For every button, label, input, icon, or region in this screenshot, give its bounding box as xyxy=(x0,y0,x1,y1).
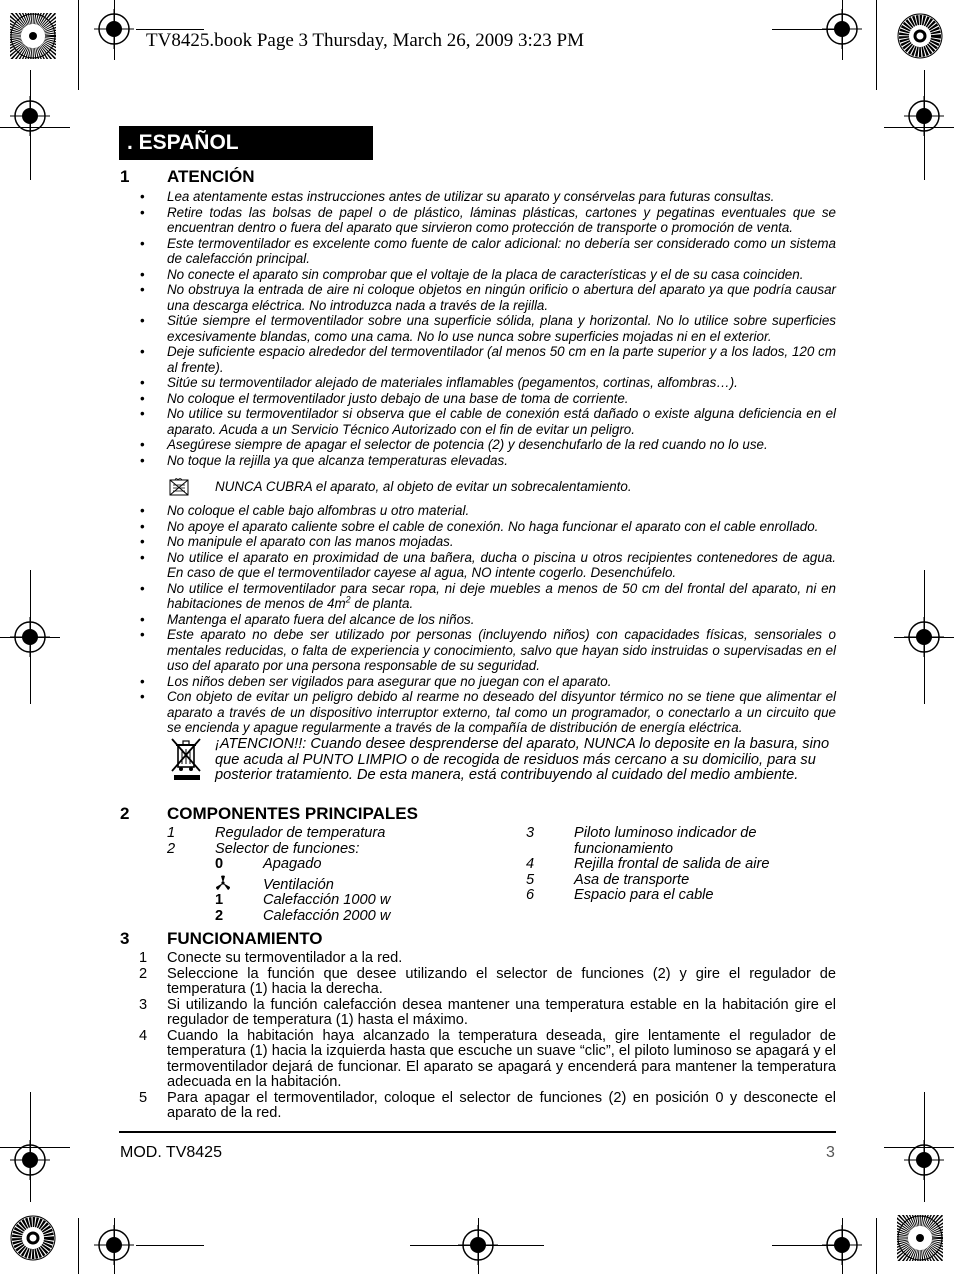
registration-mark-icon xyxy=(822,1225,862,1265)
option-label: Calefacción 2000 w xyxy=(263,907,391,924)
list-item: • Asegúrese siempre de apagar el selector de potencia (2) y desenchufarlo de la red cuando no lo use. xyxy=(140,437,836,453)
list-item-text: de planta. xyxy=(350,596,414,611)
step-item xyxy=(120,1091,836,1122)
list-item: • Mantenga el aparato fuera del alcance de los niños. xyxy=(140,612,836,628)
step-item xyxy=(120,998,836,1029)
cover-warning-note: NUNCA CUBRA el aparato, al objeto de evitar un sobrecalentamiento. xyxy=(215,479,632,494)
step-text: Si utilizando la función calefacción desea mantener una temperatura estable en la habitación gire el regulador de temperatura (1) hasta el máximo. xyxy=(167,996,836,1028)
section-number: 3 xyxy=(120,929,130,948)
step-number: 4 xyxy=(139,1027,148,1044)
component-number: 3 xyxy=(526,825,535,841)
list-item: • Lea atentamente estas instrucciones antes de utilizar su aparato y consérvelas para futuras consultas. xyxy=(140,189,836,205)
step-text: Cuando la habitación haya alcanzado la temperatura deseada, gire lentamente el regulador de temperatura (1) hacia la izquierda hasta que escuche un suave “clic”, el piloto luminoso se apagará y el termoventilador dejará de funcionar. El aparato se apagará y encenderá para mantener la temperatura adecuada en la habitación. xyxy=(167,1027,836,1090)
list-item: • No conecte el aparato sin comprobar que el voltaje de la placa de características y el de su casa coinciden. xyxy=(140,267,836,283)
page-number: 3 xyxy=(826,1144,835,1161)
option-key: 0 xyxy=(215,856,224,872)
list-item: • No obstruya la entrada de aire ni coloque objetos en ningún orificio o abertura del aparato ya que podría causar una descarga eléctrica. No introduzca nada a través de la rejilla. xyxy=(140,282,836,313)
registration-mark-icon xyxy=(458,1225,498,1265)
list-item: • Este termoventilador es excelente como fuente de calor adicional: no debería ser considerado como un sistema de calefacción principal. xyxy=(140,236,836,267)
color-wheel-icon xyxy=(897,13,943,59)
component-item xyxy=(526,888,826,904)
component-number: 6 xyxy=(526,887,535,903)
list-item: • No toque la rejilla ya que alcanza temperaturas elevadas. xyxy=(140,453,836,469)
component-item xyxy=(526,873,826,889)
registration-mark-icon xyxy=(904,96,944,136)
crossed-bin-icon xyxy=(169,737,203,781)
fan-icon xyxy=(215,875,231,891)
option-key: 2 xyxy=(215,907,224,924)
list-item: • No manipule el aparato con las manos mojadas. xyxy=(140,534,836,550)
section-title: COMPONENTES PRINCIPALES xyxy=(167,804,418,823)
step-item xyxy=(120,1029,836,1091)
component-number: 5 xyxy=(526,871,535,888)
section-heading-attention xyxy=(120,167,255,187)
color-wheel-icon xyxy=(10,13,56,59)
component-label: Piloto luminoso indicador de funcionamiento xyxy=(574,825,757,857)
language-banner: . ESPAÑOL xyxy=(119,126,373,160)
option-label: Ventilación xyxy=(263,876,334,893)
section-number: 1 xyxy=(120,167,130,186)
step-text: Seleccione la función que desee utilizando el selector de funciones (2) y gire el regulador de temperatura (1) hacia la derecha. xyxy=(167,965,836,997)
registration-mark-icon xyxy=(10,96,50,136)
list-item xyxy=(140,581,836,612)
function-selector-options xyxy=(215,857,515,924)
option-label: Apagado xyxy=(263,856,322,872)
list-item: • No utilice el aparato en proximidad de una bañera, ducha o piscina u otros recipientes contenedores de agua. En caso de que el termoventilador cayese al agua, NO intente cogerlo. Desenchúfelo. xyxy=(140,550,836,581)
list-item: • Sitúe su termoventilador alejado de materiales inflamables (pegamentos, cortinas, alfombras…). xyxy=(140,375,836,391)
do-not-cover-icon xyxy=(169,477,189,497)
step-item xyxy=(120,967,836,998)
footer-rule xyxy=(119,1131,836,1133)
section-title: ATENCIÓN xyxy=(167,167,255,186)
component-number: 1 xyxy=(167,825,176,841)
function-option xyxy=(215,857,515,873)
color-wheel-icon xyxy=(10,1215,56,1261)
option-key: 1 xyxy=(215,892,224,908)
operation-steps xyxy=(120,951,836,1122)
warnings-list-a xyxy=(140,189,836,468)
weee-note-text: ¡ATENCION!!: Cuando desee desprenderse del aparato, NUNCA lo deposite en la basura, sino que acuda al PUNTO LIMPIO o de recogida de residuos más cercano a su domicilio, para su posterior tratamiento. De esta manera, está contribuyendo al cuidado del medio ambiente. xyxy=(215,736,830,783)
component-item xyxy=(526,826,826,857)
component-label: Rejilla frontal de salida de aire xyxy=(574,856,770,872)
component-label: Espacio para el cable xyxy=(574,887,714,903)
weee-disposal-note xyxy=(166,737,836,799)
list-item: • No coloque el cable bajo alfombras u otro material. xyxy=(140,503,836,519)
section-number: 2 xyxy=(120,804,130,823)
component-item xyxy=(167,826,497,842)
component-item xyxy=(526,857,826,873)
registration-mark-icon xyxy=(94,1225,134,1265)
function-option xyxy=(215,893,515,909)
step-text: Conecte su termoventilador a la red. xyxy=(167,950,403,966)
step-number: 5 xyxy=(139,1089,148,1106)
component-label: Regulador de temperatura xyxy=(215,825,386,841)
list-item: • No apoye el aparato caliente sobre el cable de conexión. No haga funcionar el aparato con el cable enrollado. xyxy=(140,519,836,535)
component-number: 2 xyxy=(167,840,176,857)
list-item: • No coloque el termoventilador justo debajo de una base de toma de corriente. xyxy=(140,391,836,407)
registration-mark-icon xyxy=(10,1140,50,1180)
component-label: Asa de transporte xyxy=(574,871,690,888)
section-heading-components xyxy=(120,804,418,824)
list-item: • Los niños deben ser vigilados para asegurar que no juegan con el aparato. xyxy=(140,674,836,690)
color-wheel-icon xyxy=(897,1215,943,1261)
list-item: • No utilice su termoventilador si observa que el cable de conexión está dañado o existe alguna deficiencia en el aparato. Acuda a un Servicio Técnico Autorizado con el fin de evitar un peligro. xyxy=(140,406,836,437)
step-item xyxy=(120,951,836,967)
components-left-column xyxy=(167,826,497,857)
step-number: 2 xyxy=(139,965,148,982)
section-heading-operation xyxy=(120,929,323,949)
list-item: • Sitúe siempre el termoventilador sobre una superficie sólida, plana y horizontal. No lo utilice sobre superficies excesivamente blandas, como una cama. No lo use nunca sobre superficies mojadas ni en el exterior. xyxy=(140,313,836,344)
list-item: • Con objeto de evitar un peligro debido al rearme no deseado del disyuntor térmico no se tiene que alimentar el aparato a través de un dispositivo interruptor externo, tal como un programador, o conectarlo a un circuito que se encienda y apague regularmente a través de la compañía de distribución de energía eléctrica. xyxy=(140,689,836,736)
registration-mark-icon xyxy=(822,9,862,49)
book-header-line: TV8425.book Page 3 Thursday, March 26, 2009 3:23 PM xyxy=(146,30,585,51)
list-item: • Retire todas las bolsas de papel o de plástico, láminas plásticas, cartones y pegatinas eventuales que se encuentran dentro o fuera del aparato que sirvieron como protección de transporte o promoción de venta. xyxy=(140,205,836,236)
registration-mark-icon xyxy=(904,617,944,657)
registration-mark-icon xyxy=(904,1140,944,1180)
component-item xyxy=(167,842,497,858)
step-number: 1 xyxy=(139,950,148,966)
section-title: FUNCIONAMIENTO xyxy=(167,929,323,948)
superscript: 2 xyxy=(345,594,351,605)
registration-mark-icon xyxy=(10,617,50,657)
components-right-column xyxy=(526,826,826,904)
component-label: Selector de funciones: xyxy=(215,840,360,857)
function-option xyxy=(215,909,515,925)
footer-model: MOD. TV8425 xyxy=(120,1144,222,1161)
list-item-text: No utilice el termoventilador para secar ropa, ni deje muebles a menos de 50 cm del frontal del aparato, ni en habitaciones de menos de 4m xyxy=(167,580,836,611)
step-text: Para apagar el termoventilador, coloque el selector de funciones (2) en posición 0 y desconecte el aparato de la red. xyxy=(167,1089,836,1121)
option-label: Calefacción 1000 w xyxy=(263,892,391,908)
step-number: 3 xyxy=(139,996,148,1013)
warnings-list-b xyxy=(140,503,836,736)
component-number: 4 xyxy=(526,856,535,872)
registration-mark-icon xyxy=(94,9,134,49)
function-option xyxy=(215,878,515,894)
list-item: • Deje suficiente espacio alrededor del termoventilador (al menos 50 cm en la parte superior y a los lados, 120 cm al frente). xyxy=(140,344,836,375)
list-item: • Este aparato no debe ser utilizado por personas (incluyendo niños) con capacidades físicas, sensoriales o mentales reducidas, o falta de experiencia y conocimiento, salvo que hayan sido instruidas o supervisadas en el uso del aparato por una persona responsable de su seguridad. xyxy=(140,627,836,674)
